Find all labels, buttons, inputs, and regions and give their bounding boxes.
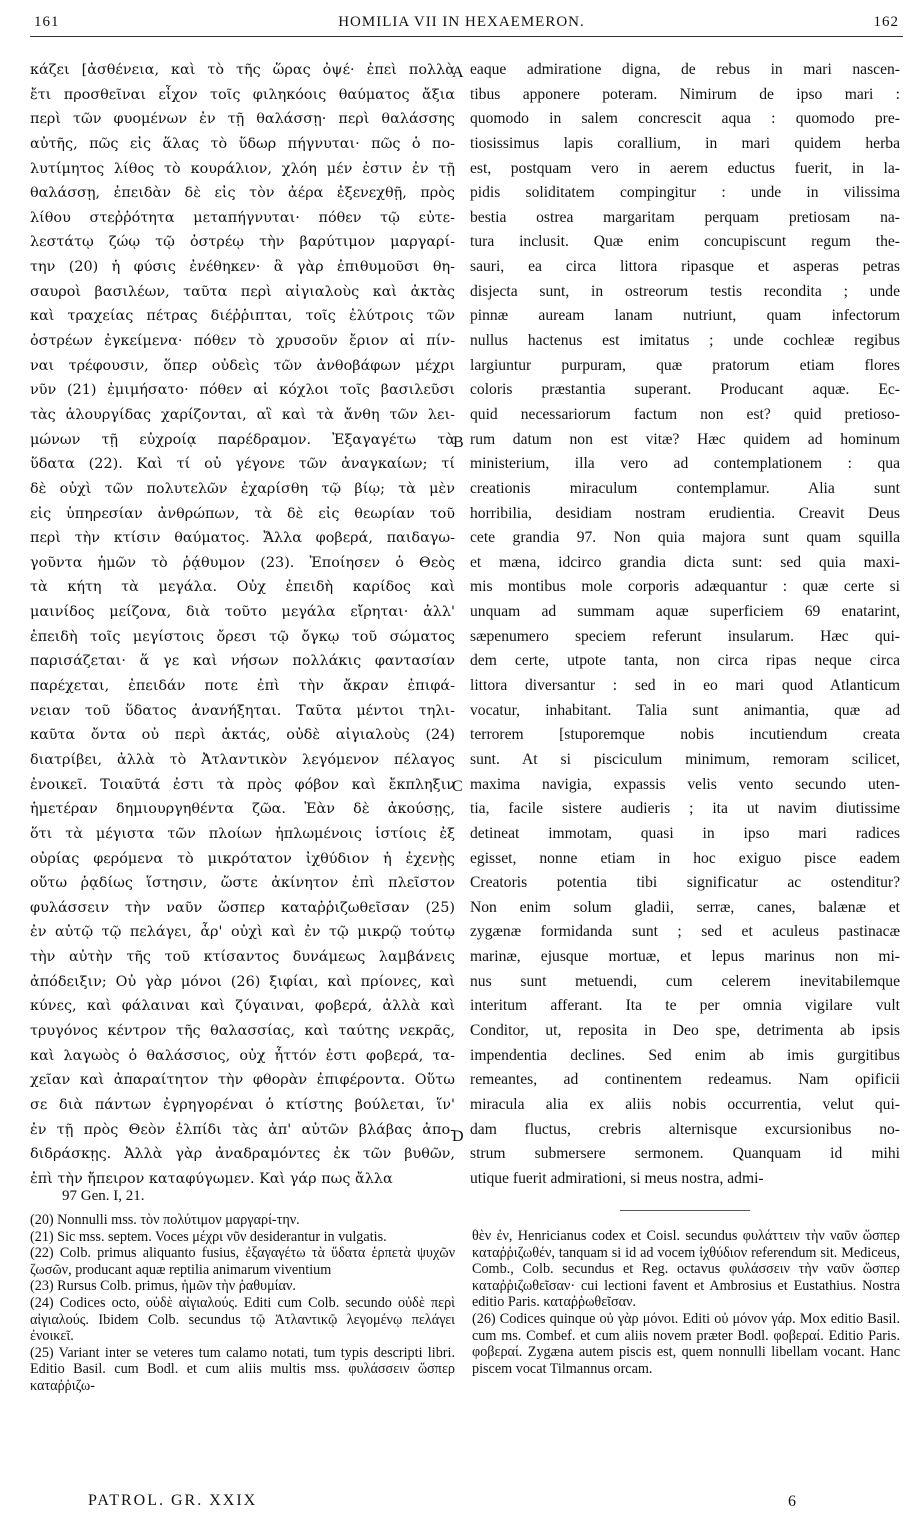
- greek-text-line: χεῖαν καὶ ἀπαραίτητον τὴν φθορὰν ἐπιφέροντα. Οὕτω: [30, 1072, 455, 1089]
- greek-text-line: οὕτω ῥᾳδίως ἵστησιν, ὥστε ἀκίνητον ἐπὶ πλεῖστον: [30, 875, 455, 892]
- greek-text-line: περὶ τῶν φυομένων ἐν τῇ θαλάσσῃ· περὶ θαλάσσης: [30, 111, 455, 128]
- greek-text-line: ἐνοικεῖ. Τοιαῦτά ἐστι τὰ πρὸς φόβον καὶ ἔκπληξιν: [30, 776, 455, 793]
- greek-text-line: οὐρίας φερόμενα τὸ μικρότατον ἰχθύδιον ἡ ἐχενῂς: [30, 850, 455, 867]
- greek-text-line: νῦν (21) ἐμιμήσατο· πόθεν αἱ κόχλοι τοῖς βασιλεῦσι: [30, 382, 455, 399]
- latin-text-line: quomodo in salem concrescit aqua : quomodo pre-: [470, 110, 900, 128]
- latin-text-line: unquam ad summam aquæ superficiem 69 enatarint,: [470, 603, 900, 621]
- latin-text-line: littora diversantur : sed in eo mari quod Atlanticum: [470, 677, 900, 695]
- latin-text-line: remeantes, ad continentem redeamus. Nam opificii: [470, 1071, 900, 1089]
- latin-text-line: detineat immotam, quasi in ipso mari radices: [470, 824, 900, 842]
- latin-text-line: utique fuerit admirationi, si meus nostra, admi-: [470, 1169, 764, 1187]
- latin-text-line: bestia ostrea margaritam perquam pretiosam na-: [470, 208, 900, 226]
- critical-note: (21) Sic mss. septem. Voces μέχρι νῦν desiderantur in vulgatis.: [30, 1228, 387, 1245]
- margin-marker-c: C: [452, 778, 463, 795]
- latin-text-line: sæpenumero speciem referunt insularum. Hæc qui-: [470, 627, 900, 645]
- critical-note: θὲν ἐν, Henricianus codex et Coisl. secundus φυλάττειν τὴν ναῦν ὥσπερ καταῤῥιζωθέν, tanquam si id ad vocem ἰχθύδιον referendum sit. Mediceus, Comb., Colb. secundus et Reg. octavus φυλάσσειν τὴν ναῦν ὥσπερ καταῤῥιζωθεῖσαν· cui lectioni favent et Ambrosius et Eustathius. Nostra editio Paris. καταῤῥωθεῖσαν.: [472, 1228, 900, 1311]
- latin-text-line: nus sunt metuendi, cum celerem inevitabilemque: [470, 972, 900, 990]
- greek-text-line: τὴν αὐτὴν τῆς τοῦ κτίσαντος δυνάμεως λαμβάνεις: [30, 949, 455, 966]
- greek-text-line: τὰ κήτη τὰ μεγάλα. Οὐχ ἐπειδὴ καρίδος καὶ: [30, 579, 455, 596]
- greek-text-line: καὶ τραχείας πέτρας διέῤῥιπται, τοῖς ἐλύτροις τῶν: [30, 308, 455, 325]
- running-title: HOMILIA VII IN HEXAEMERON.: [338, 14, 585, 30]
- greek-text-line: αὐτῆς, πῶς εἰς ἅλας τὸ ὕδωρ πήγνυται· πῶς ὁ πο-: [30, 135, 455, 152]
- greek-text-line: τὰς ἁλουργίδας χαρίζονται, αἳ καὶ τὰ ἄνθη τῶν λει-: [30, 406, 455, 423]
- latin-text-line: sunt. At si pisciculum minimum, remoram scilicet,: [470, 750, 900, 768]
- latin-text-line: mis montibus mole corporis adæquantur : quæ certe si: [470, 578, 900, 596]
- latin-text-line: marinæ, ejusque mortuæ, et lepus marinus non mi-: [470, 948, 900, 966]
- greek-text-line: διατρίβει, ἀλλὰ τὸ Ἀτλαντικὸν λεγόμενον πέλαγος: [30, 751, 455, 768]
- greek-text-line: ἐν τῇ πρὸς Θεὸν ἐλπίδι τὰς ἀπ' αὐτῶν βλάβας ἀπο-: [30, 1121, 455, 1138]
- footnote-rule: [620, 1210, 750, 1211]
- greek-text-line: μώνων τῇ εὐχροίᾳ παρέδραμον. Ἐξαγαγέτω τὰ: [30, 431, 455, 448]
- critical-note: (26) Codices quinque οὐ γὰρ μόνοι. Editi οὐ μόνον γάρ. Mox editio Basil. cum ms. Combef. et cum aliis novem præter Bodl. φοβεραί. Editio Paris. φοβεραί. Zygæna autem piscis est, quem nonnulli libellam vocant. Hanc piscem vocat Tilmannus orcam.: [472, 1310, 900, 1377]
- greek-text-line: ἐπειδὴ τοῖς μεγίστοις ὄρεσι τῷ ὄγκῳ τοῦ σώματος: [30, 628, 455, 645]
- footer-volume: PATROL. GR. XXIX: [88, 1492, 258, 1509]
- latin-text-line: creationis miraculum contemplamur. Alia sunt: [470, 479, 900, 497]
- latin-text-line: maxima navigia, expassis velis vento secundo uten-: [470, 775, 900, 793]
- latin-text-line: dam fluctus, crebris alternisque excursionibus no-: [470, 1120, 900, 1138]
- critical-note: (22) Colb. primus aliquanto fusius, ἐξαγαγέτω τὰ ὕδατα ἑρπετὰ ψυχῶν ζωσῶν, producant aquæ reptilia animarum viventium: [30, 1245, 455, 1278]
- greek-text-line: ἀπόδειξιν; Οὐ γὰρ μόνοι (26) ξιφίαι, καὶ πρίονες, καὶ: [30, 973, 455, 990]
- greek-text-line: διδράσκῃς. Ἀλλὰ γὰρ ἀναδραμόντες ἐκ τῶν βυθῶν,: [30, 1146, 455, 1163]
- margin-marker-a: A: [452, 64, 464, 81]
- running-header: [0, 10, 923, 36]
- greek-text-line: την (20) ἡ φύσις ἐνέθηκεν· ἃ γὰρ ἐπιθυμοῦσι θη-: [30, 259, 455, 276]
- greek-text-line: ὅτι τὰ μέγιστα τῶν πλοίων ἡπλωμένοις ἱστίοις ἐξ: [30, 825, 455, 842]
- latin-text-line: cete grandia 97. Non quia majora sunt quam squilla: [470, 529, 900, 547]
- latin-text-line: sauri, ea circa littora ripasque et asperas petras: [470, 258, 900, 276]
- latin-text-line: pidis soliditatem compingitur : unde in vilissima: [470, 184, 900, 202]
- critical-note: (23) Rursus Colb. primus, ἡμῶν τὴν ῥαθυμίαν.: [30, 1278, 296, 1295]
- greek-text-line: παρισάζεται· ἅ γε καὶ νήσων πολλάκις φαντασίαν: [30, 653, 455, 670]
- greek-text-line: ὀστρέων ἐγκείμενα· πόθεν τὸ χρυσοῦν ἔριον αἱ πίν-: [30, 333, 455, 350]
- latin-text-line: eaque admiratione digna, de rebus in mari nascen-: [470, 61, 900, 78]
- page-number-right: 162: [873, 14, 899, 30]
- greek-text-line: μαινίδος μείζονα, διὰ τοῦτο μεγάλα εἴρηται· ἀλλ': [30, 604, 455, 621]
- critical-notes-left: [30, 1212, 455, 1395]
- latin-text-line: est, postquam vero in aerem eductus fuerit, in la-: [470, 159, 900, 177]
- latin-text-line: pinnæ auream lanam nutriunt, quam infectorum: [470, 307, 900, 325]
- latin-text-line: horribilia, desidiam nostram erudientia. Creavit Deus: [470, 504, 900, 522]
- latin-text-line: coloris præstantia superant. Producant aquæ. Ec-: [470, 381, 900, 399]
- greek-text-line: λίθου στεῤῥότητα μεταπήγνυται· πόθεν τῷ εὐτε-: [30, 209, 455, 226]
- latin-text-line: impendentia declines. Sed enim ab imis gurgitibus: [470, 1046, 900, 1064]
- latin-text-line: strum submersere sermonem. Quanquam id mihi: [470, 1145, 900, 1163]
- greek-text-line: γοῦντα ἡμῶν τὸ ῥᾴθυμον (23). Ἐποίησεν ὁ Θεὸς: [30, 554, 455, 571]
- greek-text-line: τρυγόνος κέντρον τῆς θαλασσίας, καὶ ταύτης νεκρᾶς,: [30, 1022, 455, 1039]
- latin-text-line: et mæna, idcirco grandia dicta sunt: sed quia maxi-: [470, 553, 900, 571]
- greek-text-line: φυλάσσειν τὴν ναῦν ὥσπερ καταῤῥιζωθεῖσαν (25): [30, 899, 455, 916]
- greek-text-line: περὶ τὴν κτίσιν θαύματος. Ἄλλα φοβερά, παιδαγω-: [30, 530, 455, 547]
- latin-text-line: tura inclusit. Quæ enim concupiscunt regum the-: [470, 233, 900, 251]
- page-number-left: 161: [34, 14, 60, 30]
- greek-text-line: εἰς ὑπηρεσίαν ἀνθρώπων, τὰ δὲ εἰς θεωρίαν τοῦ: [30, 505, 455, 522]
- latin-text-line: terrorem [stuporemque nobis incutiendum creata: [470, 726, 900, 744]
- greek-text-line: ἐν αὐτῷ τῷ πελάγει, ἆρ' οὐχὶ καὶ ἐν τῷ μικρῷ τούτῳ: [30, 924, 455, 941]
- greek-text-line: ἐπὶ τὴν ἤπειρον καταφύγωμεν. Καὶ γάρ πως ἄλλα: [30, 1170, 393, 1187]
- greek-text-line: ναι τρέφουσιν, ὅπερ οὐδεὶς τῶν ἀνθοβάφων μέχρι: [30, 357, 455, 374]
- latin-text-line: Creatoris potentia tibi significatur ac ostenditur?: [470, 874, 900, 892]
- critical-note: (24) Codices octo, οὐδὲ αἰγιαλούς. Editi cum Colb. secundo οὐδὲ περὶ αἰγιαλούς. Ibidem Colb. secundus τῷ Ἀτλαντικῷ λεγομένῳ πελάγει ἐνοικεῖ.: [30, 1294, 455, 1345]
- latin-text-line: quid necessariorum factum non est? quid pretioso-: [470, 405, 900, 423]
- greek-column: [30, 58, 455, 1191]
- latin-text-line: rum datum non est vitæ? Hæc quidem ad hominum: [470, 430, 900, 448]
- critical-note: (25) Variant inter se veteres tum calamo notati, tum typis descripti libri. Editio Basil. cum Bodl. et cum aliis multis mss. φυλάσσειν ὥσπερ καταῤῥιζω-: [30, 1344, 455, 1394]
- latin-text-line: vocatur, inhabitant. Talia sunt animantia, quæ ad: [470, 701, 900, 719]
- greek-text-line: δὲ οὐχὶ τῶν πολυτελῶν ἐχαρίσθη τῷ βίῳ; τὰ μὲν: [30, 480, 455, 497]
- scripture-footnote: 97 Gen. I, 21.: [62, 1188, 145, 1204]
- greek-text-line: καῦτα ὄντα οὐ περὶ ἀκτάς, οὐδὲ αἰγιαλοὺς (24): [30, 727, 455, 744]
- greek-text-line: θαλάσσῃ, ἐπειδὰν δὲ εἰς τὸν ἀέρα ἐξενεχθῇ, πρὸς: [30, 185, 455, 202]
- greek-text-line: ἔτι προσθεῖναι εἶχον τοῖς φιληκόοις θαύματος ἄξια: [30, 86, 455, 103]
- latin-text-line: largiuntur purpuram, quæ pratorum etiam flores: [470, 356, 900, 374]
- latin-text-line: miracula alia ex aliis nobis occurrentia, velut qui-: [470, 1095, 900, 1113]
- critical-notes-right: [472, 1228, 900, 1377]
- latin-text-line: tibus apponere poteram. Nimirum de ipso mari :: [470, 85, 900, 103]
- greek-text-line: κύνες, καὶ φάλαιναι καὶ ζύγαιναι, φοβερά, ἀλλὰ καὶ: [30, 998, 455, 1015]
- latin-text-line: tia, facile sistere audieris ; ita ut navim diutissime: [470, 800, 900, 818]
- greek-text-line: λεστάτῳ ζώῳ τῷ ὀστρέῳ τὴν βαρύτιμον μαργαρί-: [30, 234, 455, 251]
- greek-text-line: λυτίμητος λίθος τὸ κουράλιον, χλόη μέν ἐστιν ἐν τῇ: [30, 160, 455, 177]
- latin-text-line: dem certe, utpote tanta, non circa ripas neque circa: [470, 652, 900, 670]
- latin-text-line: zygænæ formidanda sunt ; sed et aculeus pastinacæ: [470, 923, 900, 941]
- latin-text-line: ministerium, illa vero ad contemplationem : qua: [470, 455, 900, 473]
- latin-text-line: tiosissimus lapis corallium, in mari quidem herba: [470, 134, 900, 152]
- latin-column: [470, 58, 900, 1191]
- greek-text-line: σε διὰ πάντων ἐγρηγορέναι ὁ κτίστης βούλεται, ἵν': [30, 1096, 455, 1113]
- latin-text-line: Conditor, ut, reposita in Deo spe, detrimenta ab ipsis: [470, 1021, 900, 1039]
- greek-text-line: ἡμετέραν δημιουργηθέντα ζῶα. Ἐὰν δὲ ἀκούσῃς,: [30, 801, 455, 818]
- latin-text-line: egisset, nonne etiam in hoc exiguo pisce eadem: [470, 849, 900, 867]
- margin-marker-b: B: [453, 434, 464, 451]
- latin-text-line: nullus hactenus est imitatus ; unde cochleæ regibus: [470, 332, 900, 350]
- greek-text-line: νειαν τοῦ ὕδατος ἀνανήξηται. Ταῦτα μέντοι τηλι-: [30, 702, 455, 719]
- margin-marker-d: D: [452, 1128, 464, 1145]
- header-rule: [30, 36, 903, 37]
- footer-signature: 6: [788, 1493, 796, 1510]
- latin-text-line: interitum afferant. Ita te per omnia vigilare vult: [470, 997, 900, 1015]
- greek-text-line: καὶ λαγωὸς ὁ θαλάσσιος, οὐχ ἧττόν ἐστι φοβερά, τα-: [30, 1047, 455, 1064]
- greek-text-line: σαυροὶ βασιλέων, ταῦτα περὶ αἰγιαλοὺς καὶ ἀκτὰς: [30, 283, 455, 300]
- greek-text-line: κάζει [ἀσθένεια, καὶ τὸ τῆς ὥρας ὀψέ· ἐπεὶ πολλὰ: [30, 62, 455, 78]
- critical-note: (20) Nonnulli mss. τὸν πολύτιμον μαργαρί-την.: [30, 1212, 300, 1228]
- latin-text-line: Non enim solum gladii, serræ, canes, balænæ et: [470, 898, 900, 916]
- latin-text-line: disjecta sunt, in ostreorum testis recondita ; unde: [470, 282, 900, 300]
- greek-text-line: παρέχεται, ἐπειδάν ποτε ἐπὶ τὴν ἄκραν ἐπιφά-: [30, 678, 455, 695]
- greek-text-line: ὕδατα (22). Καὶ τί οὐ γέγονε τῶν ἀναγκαίων; τί: [30, 456, 455, 473]
